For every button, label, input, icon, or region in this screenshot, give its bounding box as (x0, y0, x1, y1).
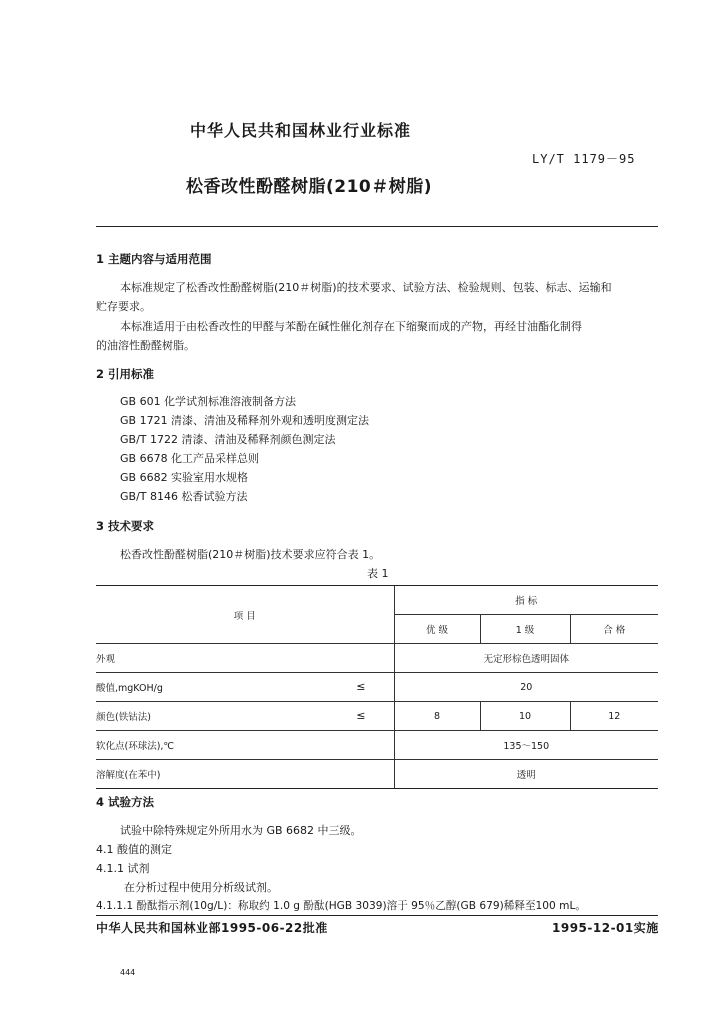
table-row (96, 760, 658, 789)
section-1-heading: 1 主题内容与适用范围 (96, 252, 212, 266)
section-4-heading: 4 试验方法 (96, 795, 155, 809)
table-header-index: 指 标 (394, 586, 658, 615)
row-value-first: 10 (480, 702, 570, 731)
header-divider (96, 226, 658, 227)
section-3-heading: 3 技术要求 (96, 519, 155, 533)
row-value: 20 (394, 673, 658, 702)
row-value: 135～150 (394, 731, 658, 760)
page-number: 444 (120, 968, 136, 977)
table-header-grade-excellent: 优 级 (394, 615, 480, 644)
subsection-4-1-1: 4.1.1 试剂 (96, 862, 150, 875)
section-4-para: 试验中除特殊规定外所用水为 GB 6682 中三级。 (120, 824, 362, 837)
section-2-heading: 2 引用标准 (96, 367, 155, 381)
approval-line: 中华人民共和国林业部1995-06-22批准 (96, 921, 328, 935)
section-1-para2-line2: 的油溶性酚醛树脂。 (96, 339, 195, 352)
table-caption: 表 1 (367, 567, 389, 580)
reference-item: GB 6682 实验室用水规格 (120, 471, 249, 484)
row-item-label: 外观 (96, 654, 116, 665)
table-header-grade-first: 1 级 (480, 615, 570, 644)
subsection-4-1-1-1: 4.1.1.1 酚酞指示剂(10g/L)：称取约 1.0 g 酚酞(HGB 3039)溶于 95％乙醇(GB 679)稀释至100 mL。 (96, 900, 586, 912)
table-header-grade-qualified: 合 格 (570, 615, 658, 644)
table-row (96, 673, 658, 702)
effective-date: 1995-12-01实施 (552, 921, 659, 935)
subsection-4-1: 4.1 酸值的测定 (96, 843, 172, 856)
table-row (96, 644, 658, 673)
row-value: 透明 (394, 760, 658, 789)
reference-item: GB 6678 化工产品采样总则 (120, 452, 260, 465)
row-value: 无定形棕色透明固体 (394, 644, 658, 673)
reference-item: GB/T 1722 清漆、清油及稀释剂颜色测定法 (120, 433, 336, 446)
standard-title: 中华人民共和国林业行业标准 (190, 121, 412, 140)
section-1-para1-line1: 本标准规定了松香改性酚醛树脂(210＃树脂)的技术要求、试验方法、检验规则、包装、标志、运输和 (120, 281, 612, 294)
footer-divider (96, 915, 658, 916)
row-item-label: 酸值,mgKOH/g (96, 683, 163, 694)
spec-table (96, 585, 658, 789)
table-row (96, 702, 658, 731)
less-equal-symbol: ≤ (356, 680, 366, 693)
standard-code: LY/T 1179－95 (532, 152, 636, 166)
document-title: 松香改性酚醛树脂(210＃树脂) (186, 177, 433, 197)
row-item-label: 颜色(铁钴法) (96, 712, 151, 723)
less-equal-symbol: ≤ (356, 709, 366, 722)
subsection-4-1-1-para: 在分析过程中使用分析级试剂。 (124, 881, 278, 894)
section-1-para1-line2: 贮存要求。 (96, 300, 151, 313)
section-1-para2-line1: 本标准适用于由松香改性的甲醛与苯酚在碱性催化剂存在下缩聚而成的产物，再经甘油酯化制得 (120, 320, 582, 333)
table-row (96, 731, 658, 760)
reference-item: GB/T 8146 松香试验方法 (120, 490, 248, 503)
row-value-qualified: 12 (570, 702, 658, 731)
reference-item: GB 1721 清漆、清油及稀释剂外观和透明度测定法 (120, 414, 370, 427)
table-header-item: 项 目 (96, 586, 394, 644)
reference-item: GB 601 化学试剂标准溶液制备方法 (120, 395, 297, 408)
row-item-label: 溶解度(在苯中) (96, 770, 161, 781)
section-3-para: 松香改性酚醛树脂(210＃树脂)技术要求应符合表 1。 (120, 548, 381, 561)
row-value-excellent: 8 (394, 702, 480, 731)
row-item-label: 软化点(环球法),℃ (96, 741, 175, 752)
